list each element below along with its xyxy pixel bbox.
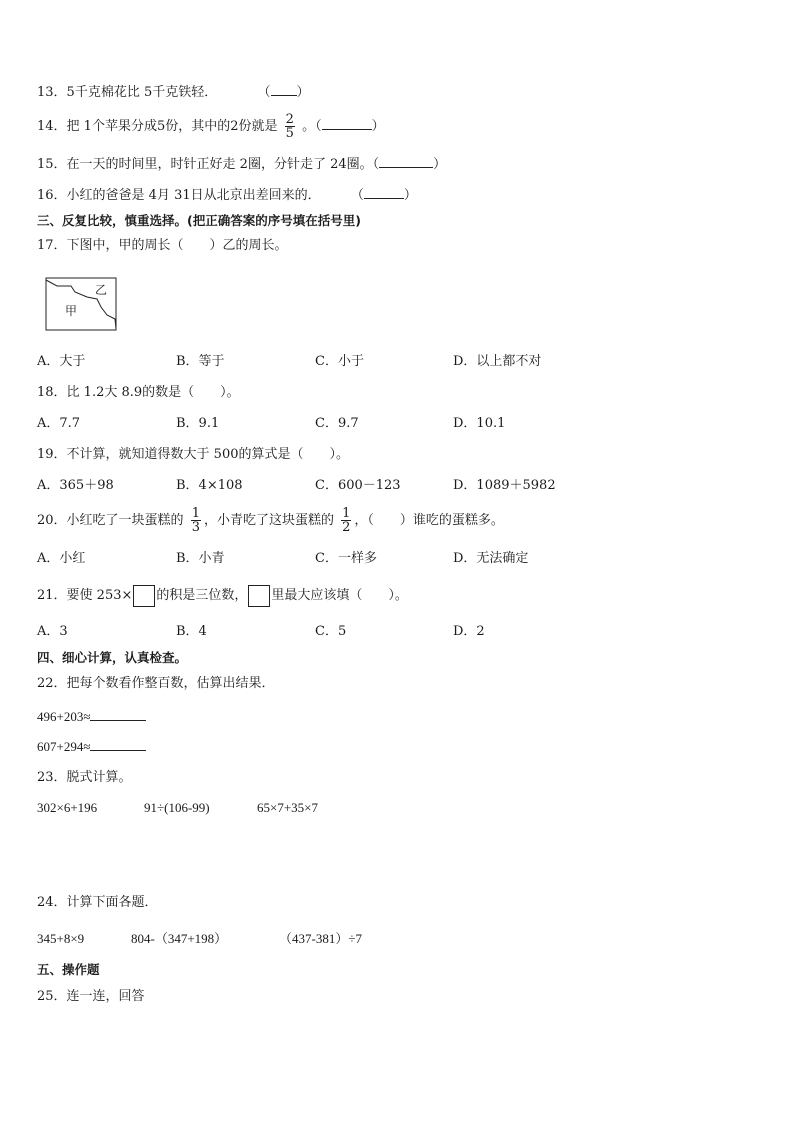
answer-blank-14[interactable] — [322, 117, 372, 130]
q18-option-b[interactable]: B．9.1 — [176, 416, 220, 431]
question-19: 19．不计算，就知道得数大于 500的算式是（ ）。 — [37, 447, 349, 462]
label-jia: 甲 — [65, 304, 78, 318]
q19-option-a[interactable]: A．365＋98 — [37, 478, 114, 493]
question-13: 13．5千克棉花比 5千克铁轻． （ ） — [37, 85, 310, 100]
question-15: 15．在一天的时间里，时针正好走 2圈，分针走了 24圈。（ ） — [37, 157, 447, 172]
question-14-text: 14．把 1个苹果分成5份，其中的2份就是 — [37, 119, 278, 134]
question-17: 17．下图中，甲的周长（ ）乙的周长。 — [37, 238, 288, 253]
question-16: 16．小红的爸爸是 4月 31日从北京出差回来的． （ ） — [37, 188, 417, 203]
answer-blank-15[interactable] — [379, 155, 433, 168]
q17-option-b[interactable]: B．等于 — [176, 354, 225, 369]
q20-option-b[interactable]: B．小青 — [176, 551, 225, 566]
q18-option-a[interactable]: A．7.7 — [37, 416, 81, 431]
answer-box-1[interactable] — [133, 585, 155, 607]
question-20: 20．小红吃了一块蛋糕的 $\frac{1}{3}$ ，小青吃了这块蛋糕的 $\frac{1}{2}$ ，（ ）谁吃的蛋糕多。 — [37, 506, 504, 535]
fraction-1-2: $\frac{1}{2}$ — [342, 506, 351, 535]
question-22: 22．把每个数看作整百数，估算出结果． — [37, 676, 275, 691]
calc-24-1: 345+8×9 — [37, 931, 85, 946]
question-24: 24．计算下面各题． — [37, 895, 158, 910]
answer-blank-16[interactable] — [364, 186, 404, 199]
section-5-heading: 五、操作题 — [37, 962, 100, 977]
q17-option-d[interactable]: D．以上都不对 — [453, 354, 542, 369]
section-3-heading: 三、反复比较，慎重选择。(把正确答案的序号填在括号里) — [37, 213, 361, 228]
question-21: 21．要使 253× 的积是三位数， 里最大应该填（ ）。 — [37, 584, 408, 608]
question-23: 23．脱式计算。 — [37, 770, 132, 785]
q19-option-d[interactable]: D．1089＋5982 — [453, 478, 556, 493]
q20-option-c[interactable]: C．一样多 — [315, 551, 377, 566]
question-25: 25．连一连，回答 — [37, 989, 145, 1004]
question-13-text: 13．5千克棉花比 5千克铁轻． — [37, 85, 218, 100]
q19-option-c[interactable]: C．600－123 — [315, 478, 401, 493]
calc-24-3: （437-381）÷7 — [279, 931, 362, 946]
calc-24-2: 804-（347+198） — [131, 931, 228, 946]
q17-option-a[interactable]: A．大于 — [37, 354, 86, 369]
calc-23-1: 302×6+196 — [37, 800, 98, 815]
estimate-blank-1[interactable] — [90, 708, 146, 721]
question-20-text: 20．小红吃了一块蛋糕的 — [37, 513, 184, 528]
q17-option-c[interactable]: C．小于 — [315, 354, 364, 369]
section-4-heading: 四、细心计算，认真检查。 — [37, 650, 188, 665]
label-yi: 乙 — [95, 283, 108, 297]
question-21-text: 21．要使 253× — [37, 588, 133, 603]
estimate-item-1: 496+203≈ — [37, 708, 146, 726]
estimate-item-2: 607+294≈ — [37, 738, 146, 756]
q18-option-d[interactable]: D．10.1 — [453, 416, 506, 431]
calc-23-3: 65×7+35×7 — [257, 800, 318, 815]
question-15-text: 15．在一天的时间里，时针正好走 2圈，分针走了 24圈。（ — [37, 157, 380, 172]
q21-option-b[interactable]: B．4 — [176, 624, 207, 639]
question-16-text: 16．小红的爸爸是 4月 31日从北京出差回来的． — [37, 188, 321, 203]
calc-23-2: 91÷(106-99) — [144, 800, 210, 815]
q19-option-b[interactable]: B．4×108 — [176, 478, 243, 493]
q21-option-d[interactable]: D．2 — [453, 624, 485, 639]
q21-option-c[interactable]: C．5 — [315, 624, 347, 639]
q18-option-c[interactable]: C．9.7 — [315, 416, 359, 431]
answer-blank-13[interactable] — [271, 83, 297, 96]
answer-box-2[interactable] — [248, 585, 270, 607]
fraction-2-5: $\frac{2}{5}$ — [285, 112, 294, 141]
estimate-blank-2[interactable] — [90, 738, 146, 751]
fraction-1-3: $\frac{1}{3}$ — [191, 506, 200, 535]
question-18: 18．比 1.2大 8.9的数是（ ）。 — [37, 385, 240, 400]
perimeter-figure — [45, 277, 121, 337]
q20-option-d[interactable]: D．无法确定 — [453, 551, 529, 566]
question-14: 14．把 1个苹果分成5份，其中的2份就是 $\frac{2}{5}$ 。（ ） — [37, 112, 385, 141]
q21-option-a[interactable]: A．3 — [37, 624, 68, 639]
q20-option-a[interactable]: A．小红 — [37, 551, 86, 566]
